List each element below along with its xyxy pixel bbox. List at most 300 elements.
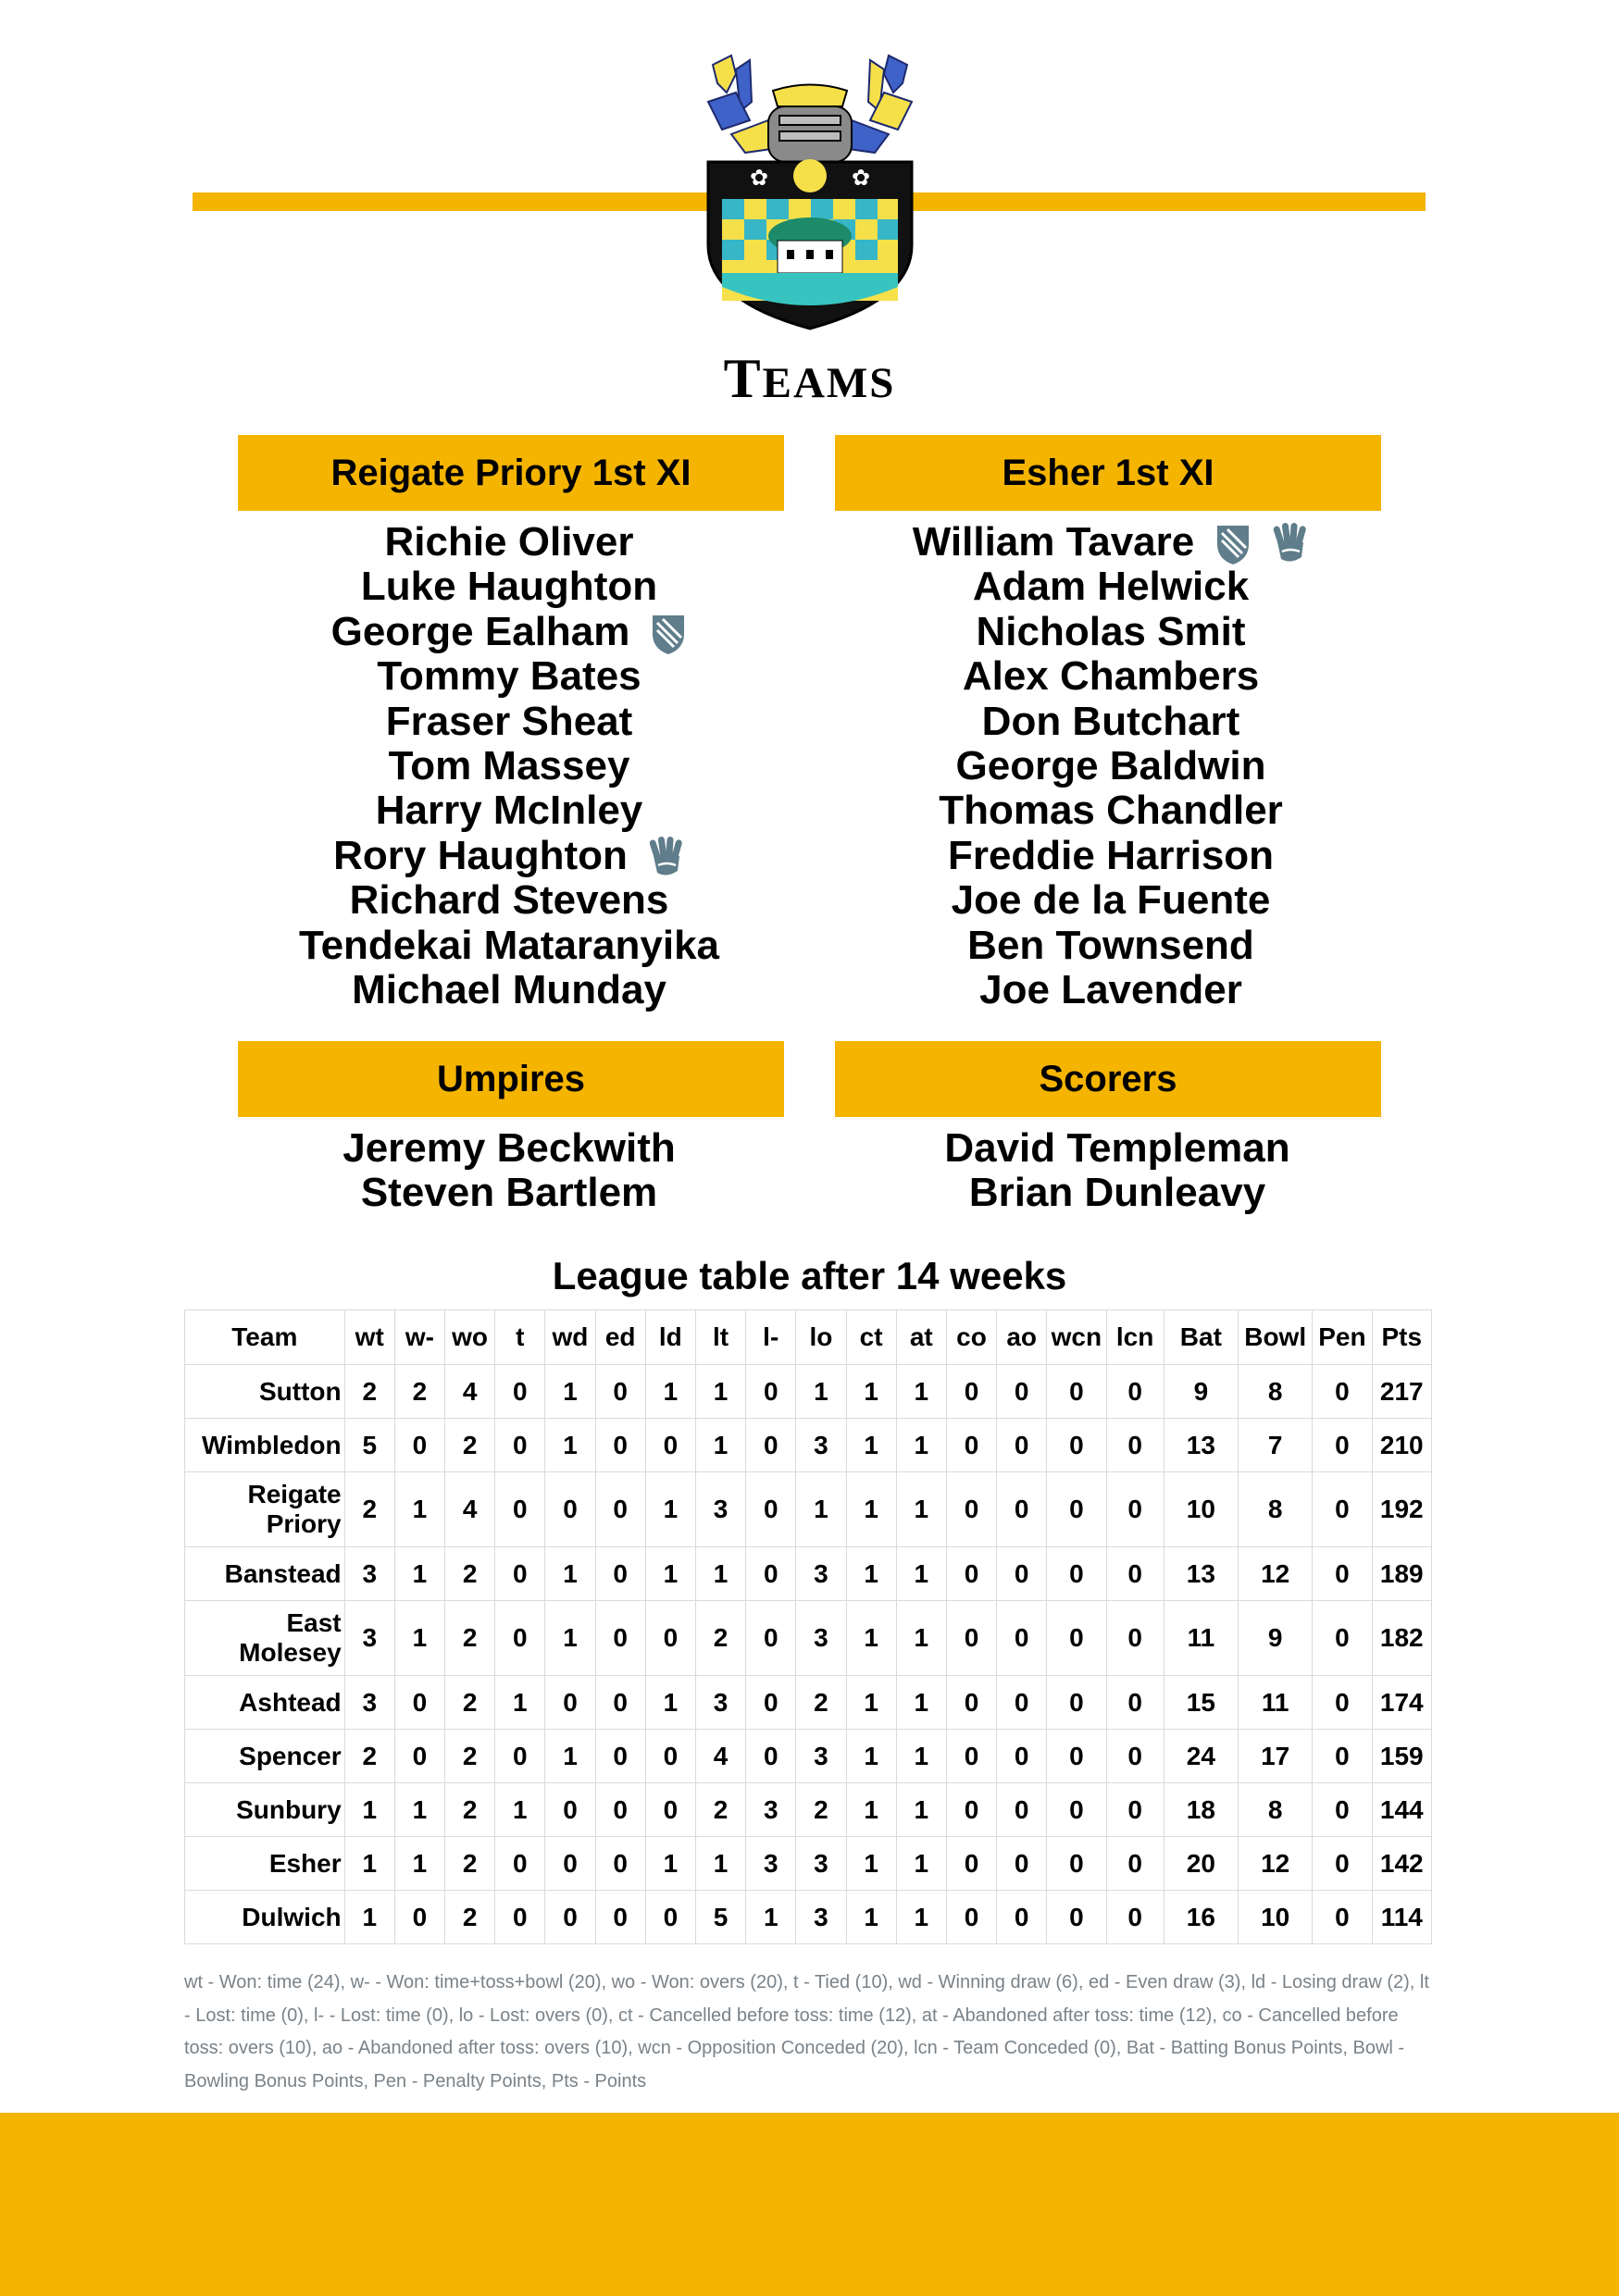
column-header: lcn xyxy=(1106,1310,1164,1365)
player-row xyxy=(838,834,1384,878)
stat-cell: 0 xyxy=(1313,1419,1372,1472)
table-row xyxy=(185,1730,1432,1783)
player-row xyxy=(236,565,782,609)
stat-cell: 4 xyxy=(445,1472,495,1547)
stat-cell: 20 xyxy=(1164,1837,1238,1891)
svg-text:✿: ✿ xyxy=(851,166,871,191)
stat-cell: 192 xyxy=(1372,1472,1431,1547)
stat-cell: 0 xyxy=(997,1601,1047,1676)
player-row xyxy=(236,654,782,699)
player-name: Richard Stevens xyxy=(349,877,669,924)
stat-cell: 1 xyxy=(896,1837,946,1891)
stat-cell: 114 xyxy=(1372,1891,1431,1944)
stat-cell: 0 xyxy=(545,1837,595,1891)
team-name-cell: Wimbledon xyxy=(185,1419,345,1472)
stat-cell: 2 xyxy=(445,1783,495,1837)
stat-cell: 1 xyxy=(796,1365,846,1419)
league-table-legend: wt - Won: time (24), w- - Won: time+toss+bowl (20), wo - Won: overs (20), t - Tied (10), wd - Winning draw (6), ed - Even draw (3), ld - Losing draw (2), lt - Lost: time (0), l- - Lost: time (0), lo - Lost: overs (0), ct - Cancelled before toss: time (12), at - Abandoned after toss: time (12), co - Cancelled before toss: overs (10), ao - Abandoned after toss: overs (10), wcn - Opposition Conceded (20), lcn - Team Conceded (0), Bat - Batting Bonus Points, Bowl - Bowling Bonus Points, Pen - Penalty Points, Pts - Points xyxy=(184,1972,1429,2092)
stat-cell: 12 xyxy=(1239,1547,1313,1601)
player-name: Tom Massey xyxy=(388,742,630,788)
player-row xyxy=(236,834,782,878)
stat-cell: 10 xyxy=(1239,1891,1313,1944)
stat-cell: 0 xyxy=(946,1601,996,1676)
stat-cell: 0 xyxy=(1047,1547,1106,1601)
stat-cell: 0 xyxy=(595,1676,645,1730)
player-name: Luke Haughton xyxy=(360,564,658,610)
column-header: Bat xyxy=(1164,1310,1238,1365)
stat-cell: 3 xyxy=(796,1891,846,1944)
column-header: w- xyxy=(394,1310,444,1365)
stat-cell: 24 xyxy=(1164,1730,1238,1783)
column-header: Pts xyxy=(1372,1310,1431,1365)
stat-cell: 0 xyxy=(1106,1365,1164,1419)
stat-cell: 2 xyxy=(695,1601,745,1676)
player-name: William Tavare xyxy=(912,519,1195,565)
stat-cell: 210 xyxy=(1372,1419,1431,1472)
stat-cell: 0 xyxy=(997,1837,1047,1891)
player-name: Don Butchart xyxy=(981,698,1240,744)
stat-cell: 1 xyxy=(796,1472,846,1547)
home-team-header: Reigate Priory 1st XI xyxy=(238,435,784,511)
stat-cell: 144 xyxy=(1372,1783,1431,1837)
club-crest-logo xyxy=(694,46,926,333)
stat-cell: 9 xyxy=(1239,1601,1313,1676)
stat-cell: 0 xyxy=(997,1419,1047,1472)
stat-cell: 1 xyxy=(896,1601,946,1676)
stat-cell: 0 xyxy=(746,1547,796,1601)
stat-cell: 0 xyxy=(1047,1837,1106,1891)
stat-cell: 1 xyxy=(896,1365,946,1419)
stat-cell: 0 xyxy=(1313,1783,1372,1837)
stat-cell: 4 xyxy=(695,1730,745,1783)
stat-cell: 11 xyxy=(1164,1601,1238,1676)
team-name-cell: Sunbury xyxy=(185,1783,345,1837)
player-name: Thomas Chandler xyxy=(939,788,1283,834)
stat-cell: 2 xyxy=(344,1365,394,1419)
column-header: wo xyxy=(445,1310,495,1365)
stat-cell: 2 xyxy=(445,1601,495,1676)
stat-cell: 1 xyxy=(645,1837,695,1891)
player-row xyxy=(838,924,1384,968)
stat-cell: 1 xyxy=(695,1365,745,1419)
player-row xyxy=(838,700,1384,744)
stat-cell: 0 xyxy=(946,1730,996,1783)
stat-cell: 0 xyxy=(595,1365,645,1419)
stat-cell: 3 xyxy=(746,1783,796,1837)
table-row xyxy=(185,1419,1432,1472)
player-name: George Baldwin xyxy=(955,742,1266,788)
stat-cell: 1 xyxy=(394,1547,444,1601)
stat-cell: 0 xyxy=(645,1891,695,1944)
stat-cell: 0 xyxy=(1106,1730,1164,1783)
stat-cell: 1 xyxy=(645,1676,695,1730)
stat-cell: 0 xyxy=(595,1730,645,1783)
table-row xyxy=(185,1601,1432,1676)
stat-cell: 0 xyxy=(495,1472,545,1547)
stat-cell: 1 xyxy=(846,1472,896,1547)
stat-cell: 0 xyxy=(997,1730,1047,1783)
umpire-name: Steven Bartlem xyxy=(360,1170,658,1216)
stat-cell: 8 xyxy=(1239,1365,1313,1419)
stat-cell: 0 xyxy=(746,1676,796,1730)
stat-cell: 1 xyxy=(394,1601,444,1676)
team-name-cell: Esher xyxy=(185,1837,345,1891)
column-header: lt xyxy=(695,1310,745,1365)
stat-cell: 1 xyxy=(746,1891,796,1944)
column-header: wt xyxy=(344,1310,394,1365)
stat-cell: 1 xyxy=(394,1472,444,1547)
stat-cell: 3 xyxy=(796,1419,846,1472)
stat-cell: 0 xyxy=(946,1472,996,1547)
stat-cell: 7 xyxy=(1239,1419,1313,1472)
captain-shield-icon xyxy=(1214,522,1252,566)
stat-cell: 3 xyxy=(344,1601,394,1676)
stat-cell: 0 xyxy=(495,1547,545,1601)
stat-cell: 0 xyxy=(997,1547,1047,1601)
stat-cell: 0 xyxy=(746,1601,796,1676)
wicketkeeper-glove-icon xyxy=(1272,522,1309,566)
stat-cell: 0 xyxy=(1313,1601,1372,1676)
stat-cell: 1 xyxy=(846,1676,896,1730)
stat-cell: 8 xyxy=(1239,1472,1313,1547)
stat-cell: 0 xyxy=(1047,1601,1106,1676)
player-name: Richie Oliver xyxy=(384,519,634,565)
player-row xyxy=(236,610,782,654)
stat-cell: 3 xyxy=(796,1837,846,1891)
stat-cell: 1 xyxy=(344,1837,394,1891)
team-name-cell: Sutton xyxy=(185,1365,345,1419)
stat-cell: 2 xyxy=(695,1783,745,1837)
player-row xyxy=(838,654,1384,699)
stat-cell: 2 xyxy=(394,1365,444,1419)
stat-cell: 174 xyxy=(1372,1676,1431,1730)
stat-cell: 217 xyxy=(1372,1365,1431,1419)
stat-cell: 0 xyxy=(1047,1730,1106,1783)
column-header: Team xyxy=(185,1310,345,1365)
stat-cell: 1 xyxy=(896,1547,946,1601)
stat-cell: 1 xyxy=(896,1730,946,1783)
stat-cell: 0 xyxy=(645,1783,695,1837)
stat-cell: 3 xyxy=(695,1676,745,1730)
table-row xyxy=(185,1837,1432,1891)
stat-cell: 2 xyxy=(344,1730,394,1783)
stat-cell: 0 xyxy=(495,1365,545,1419)
stat-cell: 1 xyxy=(645,1365,695,1419)
column-header: Bowl xyxy=(1239,1310,1313,1365)
stat-cell: 1 xyxy=(645,1472,695,1547)
column-header: ct xyxy=(846,1310,896,1365)
stat-cell: 3 xyxy=(695,1472,745,1547)
player-row xyxy=(838,788,1384,833)
stat-cell: 10 xyxy=(1164,1472,1238,1547)
player-row xyxy=(838,878,1384,923)
away-team-header: Esher 1st XI xyxy=(835,435,1381,511)
stat-cell: 1 xyxy=(545,1365,595,1419)
stat-cell: 0 xyxy=(595,1419,645,1472)
stat-cell: 0 xyxy=(545,1472,595,1547)
table-row xyxy=(185,1891,1432,1944)
stat-cell: 3 xyxy=(746,1837,796,1891)
stat-cell: 0 xyxy=(1313,1547,1372,1601)
stat-cell: 0 xyxy=(595,1547,645,1601)
stat-cell: 3 xyxy=(344,1547,394,1601)
stat-cell: 1 xyxy=(545,1419,595,1472)
player-name: Tommy Bates xyxy=(377,653,641,700)
stat-cell: 0 xyxy=(645,1601,695,1676)
team-name-cell: Ashtead xyxy=(185,1676,345,1730)
stat-cell: 0 xyxy=(1106,1837,1164,1891)
stat-cell: 1 xyxy=(495,1676,545,1730)
wicketkeeper-glove-icon xyxy=(648,836,685,880)
player-row xyxy=(236,788,782,833)
scorers-list xyxy=(844,1126,1390,1216)
stat-cell: 2 xyxy=(445,1419,495,1472)
stat-cell: 0 xyxy=(1047,1783,1106,1837)
stat-cell: 0 xyxy=(595,1601,645,1676)
stat-cell: 1 xyxy=(896,1783,946,1837)
stat-cell: 0 xyxy=(997,1472,1047,1547)
stat-cell: 0 xyxy=(1106,1419,1164,1472)
stat-cell: 5 xyxy=(344,1419,394,1472)
team-name-cell: Banstead xyxy=(185,1547,345,1601)
stat-cell: 3 xyxy=(344,1676,394,1730)
stat-cell: 8 xyxy=(1239,1783,1313,1837)
stat-cell: 0 xyxy=(495,1730,545,1783)
stat-cell: 0 xyxy=(1106,1891,1164,1944)
stat-cell: 0 xyxy=(394,1419,444,1472)
stat-cell: 1 xyxy=(545,1547,595,1601)
stat-cell: 0 xyxy=(746,1472,796,1547)
player-name: Ben Townsend xyxy=(967,922,1254,968)
stat-cell: 3 xyxy=(796,1730,846,1783)
player-name: Nicholas Smit xyxy=(976,608,1246,654)
page-title: TEAMS xyxy=(723,348,896,409)
stat-cell: 0 xyxy=(545,1676,595,1730)
stat-cell: 0 xyxy=(1047,1472,1106,1547)
stat-cell: 13 xyxy=(1164,1547,1238,1601)
player-row xyxy=(838,968,1384,1012)
stat-cell: 17 xyxy=(1239,1730,1313,1783)
scorer-name: David Templeman xyxy=(944,1125,1290,1171)
stat-cell: 0 xyxy=(1106,1783,1164,1837)
stat-cell: 0 xyxy=(997,1891,1047,1944)
table-row xyxy=(185,1676,1432,1730)
stat-cell: 1 xyxy=(344,1891,394,1944)
player-name: Rory Haughton xyxy=(333,832,628,878)
footer-band xyxy=(0,2113,1619,2296)
stat-cell: 9 xyxy=(1164,1365,1238,1419)
stat-cell: 2 xyxy=(445,1730,495,1783)
player-row xyxy=(236,878,782,923)
stat-cell: 1 xyxy=(495,1783,545,1837)
stat-cell: 1 xyxy=(896,1472,946,1547)
stat-cell: 0 xyxy=(595,1783,645,1837)
stat-cell: 1 xyxy=(846,1365,896,1419)
stat-cell: 0 xyxy=(495,1837,545,1891)
stat-cell: 0 xyxy=(997,1783,1047,1837)
column-header: lo xyxy=(796,1310,846,1365)
stat-cell: 1 xyxy=(846,1547,896,1601)
stat-cell: 0 xyxy=(1313,1730,1372,1783)
stat-cell: 2 xyxy=(796,1676,846,1730)
player-name: Joe Lavender xyxy=(979,966,1242,1012)
player-name: George Ealham xyxy=(330,608,630,654)
stat-cell: 0 xyxy=(1313,1365,1372,1419)
stat-cell: 0 xyxy=(946,1783,996,1837)
player-row xyxy=(236,744,782,788)
stat-cell: 11 xyxy=(1239,1676,1313,1730)
umpires-list xyxy=(236,1126,782,1216)
player-row xyxy=(236,700,782,744)
league-table-title: League table after 14 weeks xyxy=(552,1254,1067,1297)
stat-cell: 0 xyxy=(1313,1472,1372,1547)
stat-cell: 15 xyxy=(1164,1676,1238,1730)
stat-cell: 0 xyxy=(746,1730,796,1783)
stat-cell: 1 xyxy=(545,1601,595,1676)
player-name: Alex Chambers xyxy=(962,653,1260,700)
stat-cell: 2 xyxy=(445,1676,495,1730)
stat-cell: 1 xyxy=(896,1891,946,1944)
stat-cell: 1 xyxy=(896,1676,946,1730)
stat-cell: 5 xyxy=(695,1891,745,1944)
stat-cell: 1 xyxy=(394,1783,444,1837)
player-row xyxy=(236,968,782,1012)
team-name-cell: Reigate Priory xyxy=(185,1472,345,1547)
stat-cell: 0 xyxy=(946,1676,996,1730)
stat-cell: 0 xyxy=(746,1365,796,1419)
stat-cell: 159 xyxy=(1372,1730,1431,1783)
stat-cell: 1 xyxy=(846,1837,896,1891)
stat-cell: 18 xyxy=(1164,1783,1238,1837)
away-player-list xyxy=(838,520,1384,1012)
stat-cell: 1 xyxy=(695,1419,745,1472)
column-header: at xyxy=(896,1310,946,1365)
stat-cell: 0 xyxy=(946,1891,996,1944)
stat-cell: 0 xyxy=(997,1676,1047,1730)
stat-cell: 182 xyxy=(1372,1601,1431,1676)
player-name: Michael Munday xyxy=(352,966,666,1012)
stat-cell: 0 xyxy=(394,1676,444,1730)
stat-cell: 1 xyxy=(846,1730,896,1783)
stat-cell: 0 xyxy=(946,1837,996,1891)
stat-cell: 1 xyxy=(344,1783,394,1837)
stat-cell: 1 xyxy=(846,1783,896,1837)
column-header: co xyxy=(946,1310,996,1365)
stat-cell: 2 xyxy=(445,1547,495,1601)
player-row xyxy=(838,520,1384,565)
stat-cell: 16 xyxy=(1164,1891,1238,1944)
player-name: Tendekai Mataranyika xyxy=(298,922,720,968)
stat-cell: 0 xyxy=(746,1419,796,1472)
stat-cell: 0 xyxy=(595,1472,645,1547)
stat-cell: 1 xyxy=(846,1891,896,1944)
umpire-name: Jeremy Beckwith xyxy=(342,1125,676,1171)
stat-cell: 0 xyxy=(595,1837,645,1891)
stat-cell: 1 xyxy=(846,1601,896,1676)
stat-cell: 13 xyxy=(1164,1419,1238,1472)
column-header: wd xyxy=(545,1310,595,1365)
player-name: Joe de la Fuente xyxy=(951,877,1271,924)
stat-cell: 0 xyxy=(997,1365,1047,1419)
stat-cell: 0 xyxy=(1106,1472,1164,1547)
stat-cell: 1 xyxy=(545,1730,595,1783)
column-header: l- xyxy=(746,1310,796,1365)
table-row xyxy=(185,1547,1432,1601)
stat-cell: 0 xyxy=(1047,1676,1106,1730)
stat-cell: 0 xyxy=(1106,1547,1164,1601)
player-row xyxy=(236,924,782,968)
stat-cell: 1 xyxy=(896,1419,946,1472)
stat-cell: 0 xyxy=(645,1730,695,1783)
table-row xyxy=(185,1472,1432,1547)
stat-cell: 0 xyxy=(394,1730,444,1783)
league-table xyxy=(184,1309,1432,1944)
column-header: t xyxy=(495,1310,545,1365)
stat-cell: 0 xyxy=(1313,1837,1372,1891)
team-name-cell: Spencer xyxy=(185,1730,345,1783)
stat-cell: 12 xyxy=(1239,1837,1313,1891)
stat-cell: 4 xyxy=(445,1365,495,1419)
stat-cell: 0 xyxy=(495,1419,545,1472)
stat-cell: 0 xyxy=(394,1891,444,1944)
scorer-name: Brian Dunleavy xyxy=(968,1170,1266,1216)
scorers-header: Scorers xyxy=(835,1041,1381,1117)
player-row xyxy=(838,610,1384,654)
stat-cell: 2 xyxy=(445,1891,495,1944)
stat-cell: 0 xyxy=(1313,1676,1372,1730)
stat-cell: 0 xyxy=(946,1419,996,1472)
stat-cell: 3 xyxy=(796,1547,846,1601)
stat-cell: 0 xyxy=(1106,1601,1164,1676)
column-header: wcn xyxy=(1047,1310,1106,1365)
home-player-list xyxy=(236,520,782,1012)
column-header: ao xyxy=(997,1310,1047,1365)
player-row xyxy=(838,565,1384,609)
player-name: Harry McInley xyxy=(375,788,643,834)
stat-cell: 1 xyxy=(846,1419,896,1472)
player-row xyxy=(236,520,782,565)
player-row xyxy=(838,744,1384,788)
stat-cell: 2 xyxy=(344,1472,394,1547)
stat-cell: 0 xyxy=(946,1547,996,1601)
stat-cell: 0 xyxy=(495,1891,545,1944)
stat-cell: 0 xyxy=(495,1601,545,1676)
stat-cell: 1 xyxy=(645,1547,695,1601)
stat-cell: 2 xyxy=(445,1837,495,1891)
league-table-header-row xyxy=(185,1310,1432,1365)
table-row xyxy=(185,1365,1432,1419)
player-name: Adam Helwick xyxy=(972,564,1250,610)
stat-cell: 3 xyxy=(796,1601,846,1676)
stat-cell: 0 xyxy=(1047,1419,1106,1472)
umpires-header: Umpires xyxy=(238,1041,784,1117)
table-row xyxy=(185,1783,1432,1837)
stat-cell: 0 xyxy=(645,1419,695,1472)
team-name-cell: East Molesey xyxy=(185,1601,345,1676)
stat-cell: 142 xyxy=(1372,1837,1431,1891)
stat-cell: 0 xyxy=(1106,1676,1164,1730)
column-header: ld xyxy=(645,1310,695,1365)
stat-cell: 0 xyxy=(1313,1891,1372,1944)
column-header: Pen xyxy=(1313,1310,1372,1365)
player-name: Freddie Harrison xyxy=(947,832,1275,878)
svg-text:✿: ✿ xyxy=(749,166,769,191)
stat-cell: 1 xyxy=(695,1547,745,1601)
stat-cell: 0 xyxy=(545,1891,595,1944)
stat-cell: 0 xyxy=(595,1891,645,1944)
stat-cell: 1 xyxy=(695,1837,745,1891)
stat-cell: 189 xyxy=(1372,1547,1431,1601)
